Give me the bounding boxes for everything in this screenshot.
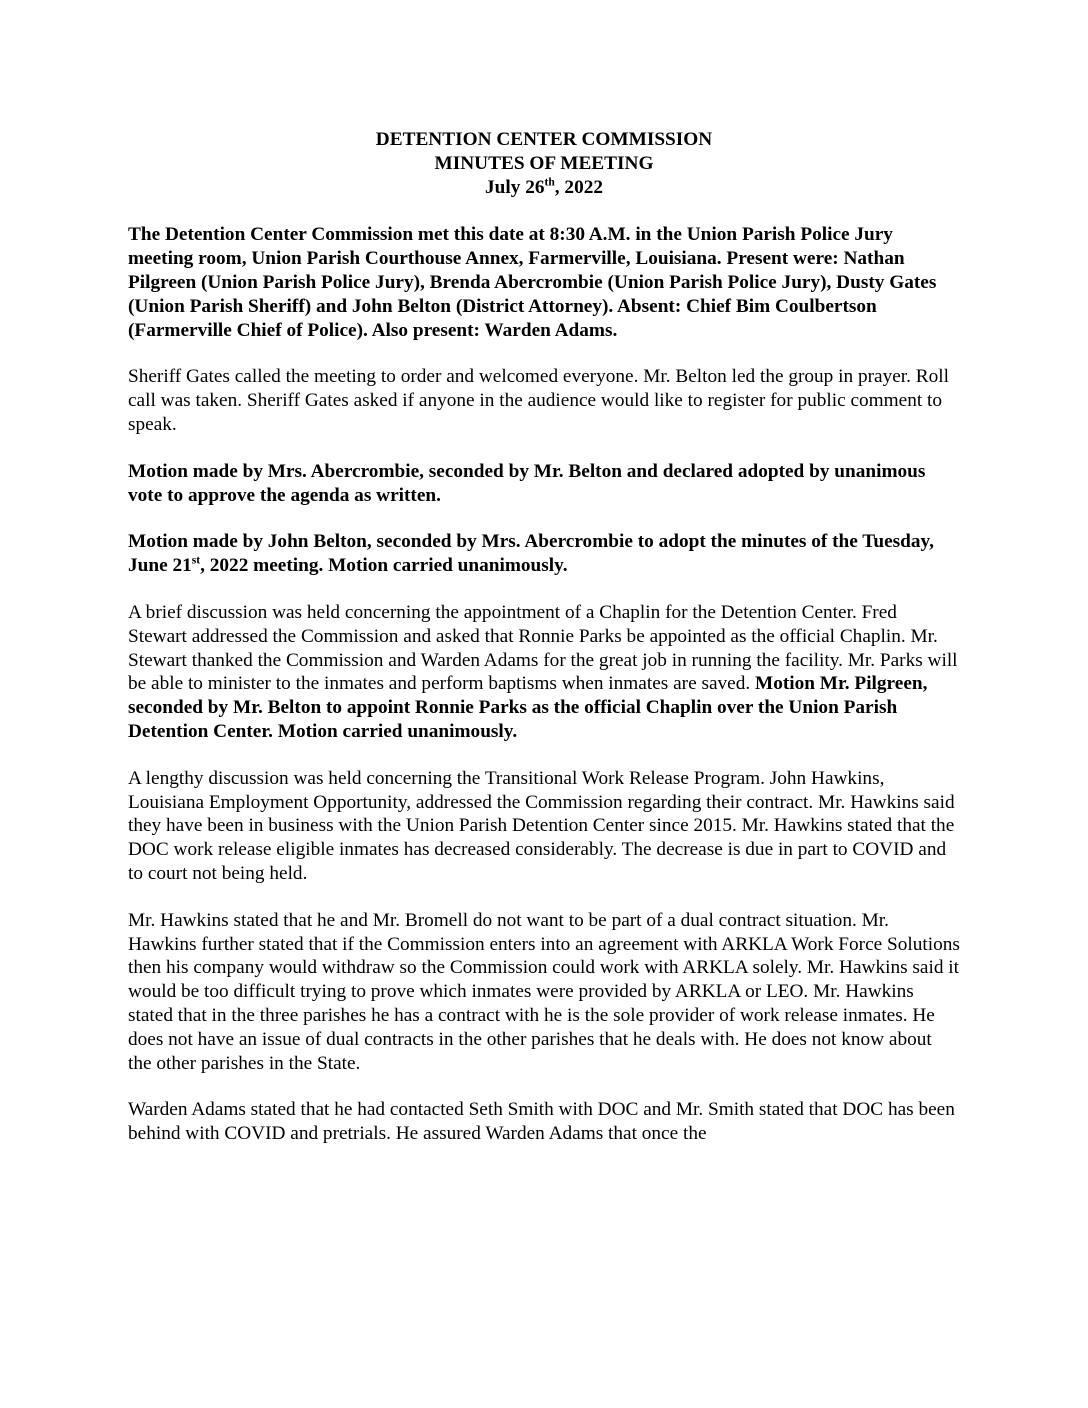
dual-contract-paragraph: Mr. Hawkins stated that he and Mr. Bromell do not want to be part of a dual contract situation. Mr. Hawkins further stated that if the Commission enters into an agreement with ARKLA Work Force Solutions then his company would withdraw so the Commission could work with ARKLA solely. Mr. Hawkins said it would be too difficult trying to prove which inmates were provided by ARKLA or LEO. Mr. Hawkins stated that in the three parishes he has a contract with he is the sole provider of work release inmates. He does not have an issue of dual contracts in the other parishes that he deals with. He does not know about the other parishes in the State. xyxy=(128,909,960,1074)
document-heading xyxy=(128,128,960,199)
meeting-date-month-day: July 26 xyxy=(485,176,545,198)
minutes-motion-text: Motion made by John Belton, seconded by Mrs. Abercrombie to adopt the minutes of the Tuesday, June 21 xyxy=(128,531,934,577)
minutes-motion-tail: , 2022 meeting. Motion carried unanimously. xyxy=(200,555,568,577)
call-to-order-paragraph: Sheriff Gates called the meeting to order and welcomed everyone. Mr. Belton led the group in prayer. Roll call was taken. Sheriff Gates asked if anyone in the audience would like to register for public comment to speak. xyxy=(128,366,949,435)
meeting-date-year: , 2022 xyxy=(554,176,603,198)
work-release-paragraph: A lengthy discussion was held concerning the Transitional Work Release Program. John Hawkins, Louisiana Employment Opportunity, addressed the Commission regarding their contract. Mr. Hawkins said they have been in business with the Union Parish Detention Center since 2015. Mr. Hawkins stated that the DOC work release eligible inmates has decreased considerably. The decrease is due in part to COVID and to court not being held. xyxy=(128,767,955,884)
minutes-motion-ordinal: st xyxy=(191,553,201,567)
minutes-document xyxy=(128,128,960,1169)
chaplin-discussion: A brief discussion was held concerning the appointment of a Chaplin for the Detention Center. Fred Stewart addressed the Commission and asked that Ronnie Parks be appointed as the official Chaplin. Mr. Stewart thanked the Commission and Warden Adams for the great job in running the facility. Mr. Parks will be able to minister to the inmates and perform baptisms when inmates are saved. xyxy=(128,601,958,695)
minutes-motion-paragraph xyxy=(128,530,960,578)
minutes-title: MINUTES OF MEETING xyxy=(434,152,654,174)
chaplin-motion: Motion Mr. Pilgreen, seconded by Mr. Belton to appoint Ronnie Parks as the official Chaplin over the Union Parish Detention Center. Motion carried unanimously. xyxy=(128,673,928,742)
warden-paragraph: Warden Adams stated that he had contacted Seth Smith with DOC and Mr. Smith stated that DOC has been behind with COVID and pretrials. He assured Warden Adams that once the xyxy=(128,1099,955,1145)
meeting-date xyxy=(128,176,960,200)
meeting-date-ordinal: th xyxy=(544,175,555,189)
agenda-motion-paragraph: Motion made by Mrs. Abercrombie, seconded by Mr. Belton and declared adopted by unanimous vote to approve the agenda as written. xyxy=(128,460,926,506)
commission-title: DETENTION CENTER COMMISSION xyxy=(375,129,713,150)
attendance-paragraph: The Detention Center Commission met this date at 8:30 A.M. in the Union Parish Police Jury meeting room, Union Parish Courthouse Annex, Farmerville, Louisiana. Present were: Nathan Pilgreen (Union Parish Police Jury), Brenda Abercrombie (Union Parish Police Jury), Dusty Gates (Union Parish Sheriff) and John Belton (District Attorney). Absent: Chief Bim Coulbertson (Farmerville Chief of Police). Also present: Warden Adams. xyxy=(128,224,937,341)
chaplin-paragraph xyxy=(128,601,960,744)
